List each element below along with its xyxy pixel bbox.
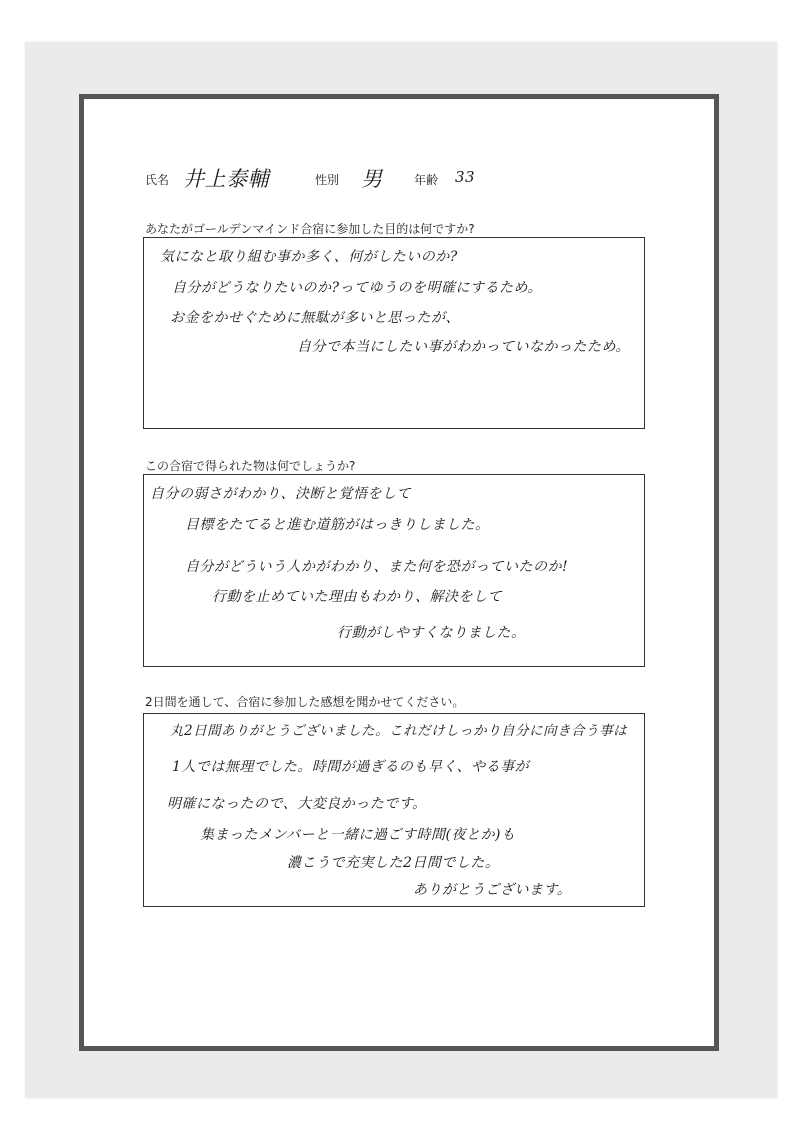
answer-1-line-1: 気になと取り組む事か多く、何がしたいのか? — [160, 249, 458, 265]
answer-3-line-3: 明確になったので、大変良かったです。 — [167, 796, 427, 812]
question-1: あなたがゴールデンマインド合宿に参加した目的は何ですか? — [145, 222, 475, 236]
answer-1-line-3: お金をかせぐために無駄が多いと思ったが、 — [170, 310, 460, 326]
answer-3-line-5: 濃こうで充実した2日間でした。 — [287, 855, 500, 871]
answer-3-line-1: 丸2日間ありがとうございました。これだけしっかり自分に向き合う事は — [170, 723, 628, 739]
age-label: 年齢 — [414, 173, 439, 187]
answer-3-line-2: 1人では無理でした。時間が過ぎるのも早く、やる事が — [172, 759, 530, 775]
question-3: 2日間を通して、合宿に参加した感想を聞かせてください。 — [145, 695, 465, 709]
answer-3-line-4: 集まったメンバーと一緒に過ごす時間(夜とか)も — [200, 827, 516, 843]
gender-label: 性別 — [315, 173, 340, 187]
answer-3-line-6: ありがとうございます。 — [413, 882, 572, 898]
answer-2-line-2: 目標をたてると進む道筋がはっきりしました。 — [185, 517, 490, 533]
age-value: 33 — [455, 168, 476, 186]
answer-2-line-3: 自分がどういう人かがわかり、また何を恐がっていたのか! — [185, 559, 569, 575]
name-value: 井上泰輔 — [183, 167, 269, 191]
answer-1-line-2: 自分がどうなりたいのか?ってゆうのを明確にするため。 — [172, 280, 542, 296]
question-2: この合宿で得られた物は何でしょうか? — [145, 459, 356, 473]
answer-1-line-4: 自分で本当にしたい事がわかっていなかったため。 — [297, 339, 630, 355]
answer-2-line-1: 自分の弱さがわかり、決断と覚悟をして — [150, 486, 411, 502]
answer-2-line-4: 行動を止めていた理由もわかり、解決をして — [212, 589, 502, 605]
answer-2-line-5: 行動がしやすくなりました。 — [337, 625, 526, 641]
gender-value: 男 — [361, 167, 383, 191]
name-label: 氏名 — [145, 173, 170, 187]
